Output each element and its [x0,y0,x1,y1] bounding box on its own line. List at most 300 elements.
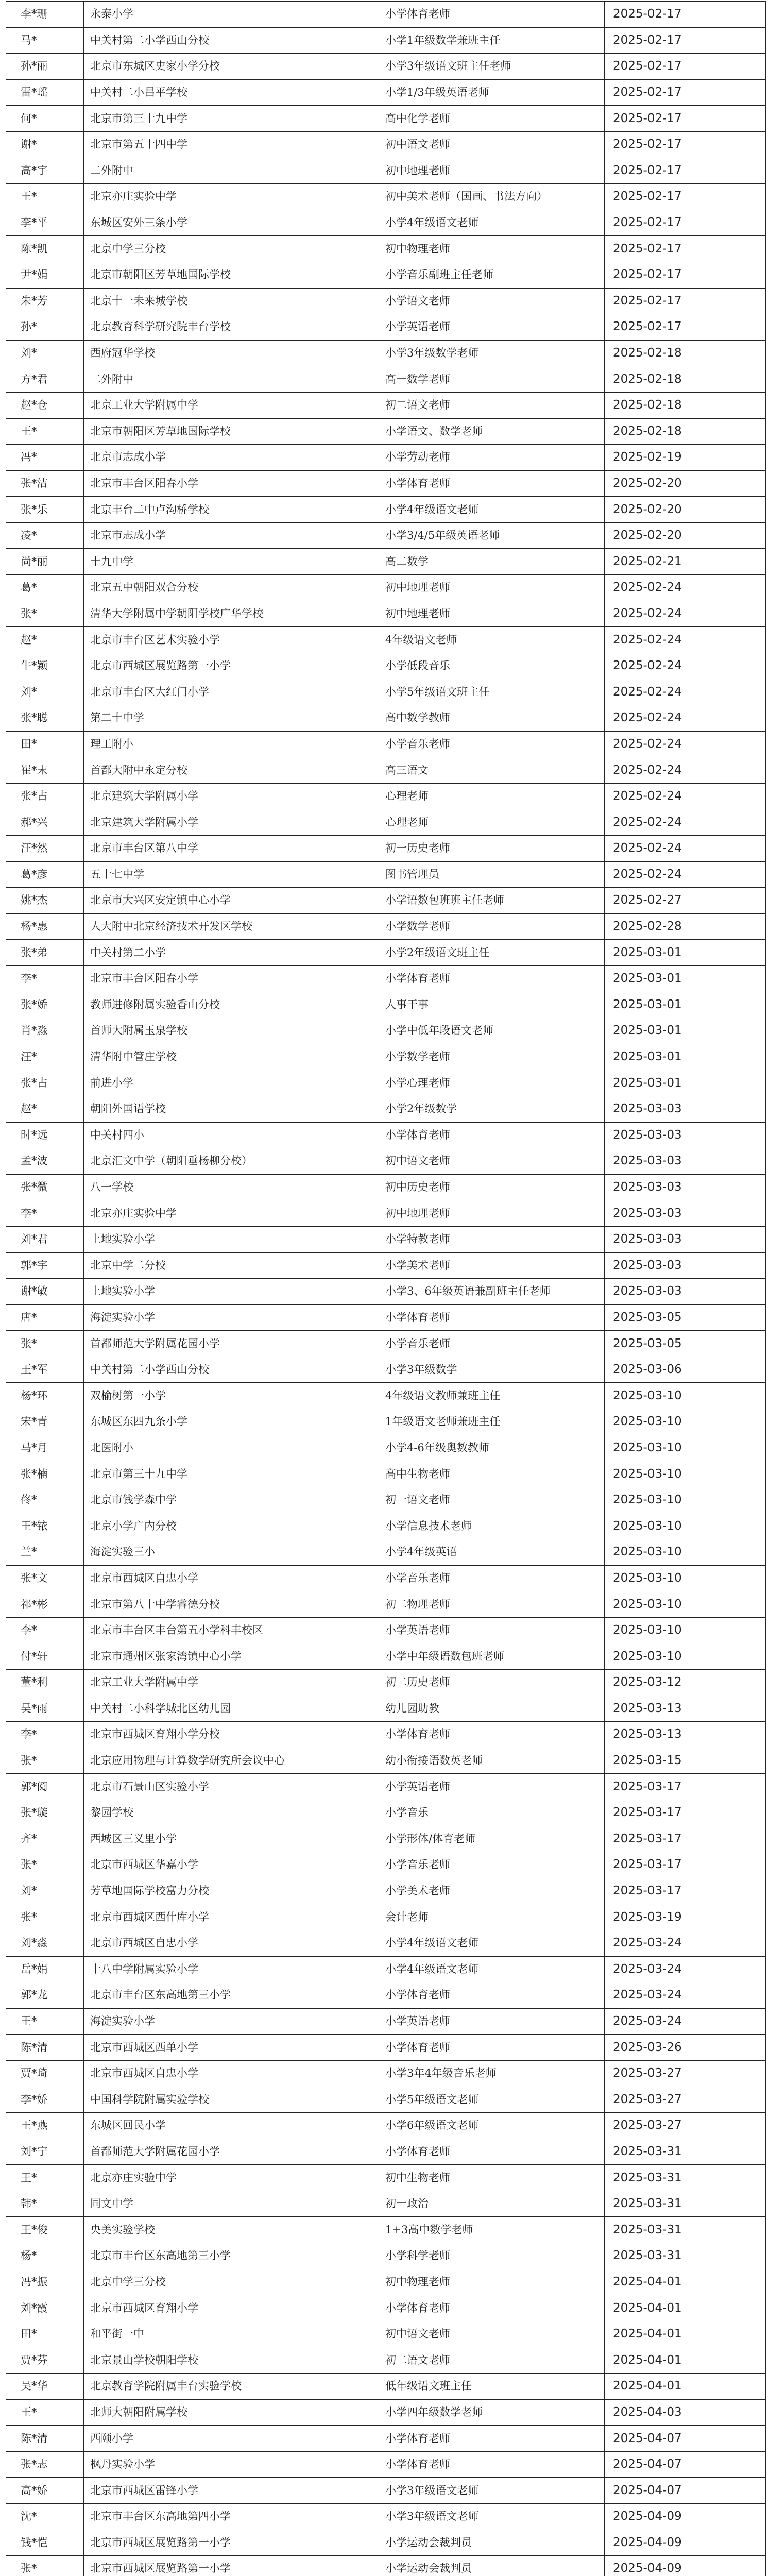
teacher-name-cell: 张* [6,1904,84,1930]
position-cell: 小学4年级语文老师 [379,210,605,236]
school-cell: 永泰小学 [84,2,379,28]
teacher-name-cell: 马*月 [6,1435,84,1461]
teacher-name-cell: 王* [6,184,84,210]
table-row [6,2504,766,2530]
school-cell: 海淀实验小学 [84,1304,379,1331]
table-row [6,1409,766,1435]
table-row [6,1252,766,1279]
position-cell: 小学1/3年级英语老师 [379,79,605,106]
table-body [6,2,766,2576]
position-cell: 小学英语老师 [379,1774,605,1800]
date-cell: 2025-03-31 [605,2165,766,2191]
teacher-name-cell: 王*铱 [6,1513,84,1539]
date-cell: 2025-03-10 [605,1643,766,1670]
position-cell: 小学音乐老师 [379,731,605,757]
table-row [6,965,766,992]
teacher-name-cell: 张*楠 [6,1461,84,1487]
date-cell: 2025-03-17 [605,1852,766,1878]
table-row [6,705,766,732]
teacher-name-cell: 杨*惠 [6,913,84,940]
position-cell: 1年级语文老师兼班主任 [379,1409,605,1435]
teacher-name-cell: 佟* [6,1487,84,1513]
table-row [6,2008,766,2035]
date-cell: 2025-02-24 [605,705,766,732]
teacher-name-cell: 张*占 [6,1070,84,1096]
school-cell: 北京市西城区自忠小学 [84,1565,379,1591]
school-cell: 中关村第二小学西山分校 [84,1357,379,1383]
teacher-name-cell: 刘*君 [6,1226,84,1252]
table-row [6,340,766,366]
teacher-name-cell: 刘*宁 [6,2139,84,2165]
table-row [6,497,766,523]
table-row [6,1539,766,1566]
school-cell: 北师大朝阳附属学校 [84,2399,379,2426]
date-cell: 2025-02-17 [605,54,766,80]
table-row [6,1565,766,1591]
position-cell: 人事干事 [379,992,605,1018]
date-cell: 2025-02-20 [605,497,766,523]
table-row [6,2060,766,2087]
school-cell: 中关村第二小学 [84,940,379,966]
table-row [6,679,766,705]
teacher-name-cell: 郭*龙 [6,1982,84,2009]
date-cell: 2025-03-03 [605,1122,766,1148]
teacher-name-cell: 刘*淼 [6,1930,84,1956]
date-cell: 2025-03-01 [605,1070,766,1096]
date-cell: 2025-02-24 [605,653,766,679]
date-cell: 2025-03-10 [605,1539,766,1566]
date-cell: 2025-02-24 [605,601,766,627]
table-row [6,1826,766,1852]
date-cell: 2025-02-24 [605,731,766,757]
position-cell: 小学语文、数学老师 [379,418,605,445]
date-cell: 2025-02-17 [605,314,766,341]
table-row [6,1748,766,1774]
teacher-name-cell: 谢* [6,131,84,158]
date-cell: 2025-03-01 [605,992,766,1018]
school-cell: 北京教育学院附属丰台实验学校 [84,2374,379,2400]
school-cell: 北京市丰台区东高地第四小学 [84,2504,379,2530]
teacher-name-cell: 王* [6,2008,84,2035]
table-row [6,1722,766,1748]
school-cell: 双榆树第一小学 [84,1383,379,1409]
school-cell: 中国科学院附属实验学校 [84,2087,379,2113]
position-cell: 初二语文老师 [379,392,605,418]
date-cell: 2025-02-19 [605,445,766,471]
position-cell: 小学英语老师 [379,314,605,341]
position-cell: 小学形体/体育老师 [379,1826,605,1852]
teacher-name-cell: 岳*娟 [6,1956,84,1982]
teacher-name-cell: 何* [6,106,84,132]
position-cell: 初中语文老师 [379,131,605,158]
date-cell: 2025-03-24 [605,1930,766,1956]
teacher-name-cell: 方*君 [6,366,84,393]
school-cell: 北京市大兴区安定镇中心小学 [84,888,379,914]
date-cell: 2025-03-10 [605,1591,766,1618]
school-cell: 八一学校 [84,1174,379,1200]
table-row [6,2451,766,2478]
position-cell: 初一历史老师 [379,836,605,862]
date-cell: 2025-03-10 [605,1409,766,1435]
teacher-name-cell: 陈*清 [6,2426,84,2452]
date-cell: 2025-02-24 [605,783,766,809]
teacher-name-cell: 张* [6,1748,84,1774]
date-cell: 2025-02-17 [605,158,766,184]
table-row [6,992,766,1018]
table-row [6,1122,766,1148]
position-cell: 小学3/4/5年级英语老师 [379,522,605,549]
teacher-name-cell: 赵* [6,1096,84,1122]
teacher-name-cell: 王* [6,2165,84,2191]
position-cell: 小学6年级语文老师 [379,2113,605,2139]
date-cell: 2025-03-13 [605,1696,766,1722]
table-row [6,1304,766,1331]
date-cell: 2025-03-17 [605,1826,766,1852]
teacher-name-cell: 凌* [6,522,84,549]
school-cell: 首都大附中永定分校 [84,757,379,784]
date-cell: 2025-03-01 [605,1044,766,1070]
school-cell: 北京市西城区展览路第一小学 [84,2530,379,2556]
teacher-name-cell: 张*璇 [6,1800,84,1826]
table-row [6,2347,766,2374]
date-cell: 2025-04-07 [605,2426,766,2452]
position-cell: 小学体育老师 [379,2035,605,2061]
teacher-name-cell: 尚*丽 [6,549,84,575]
school-cell: 北京市志成小学 [84,522,379,549]
teacher-name-cell: 张* [6,2556,84,2576]
school-cell: 北京亦庄实验中学 [84,184,379,210]
date-cell: 2025-03-17 [605,1774,766,1800]
school-cell: 北京市石景山区实验小学 [84,1774,379,1800]
teacher-name-cell: 孙*丽 [6,54,84,80]
date-cell: 2025-03-15 [605,1748,766,1774]
date-cell: 2025-02-20 [605,522,766,549]
table-row [6,392,766,418]
school-cell: 前进小学 [84,1070,379,1096]
position-cell: 初中语文老师 [379,2321,605,2347]
school-cell: 上地实验小学 [84,1226,379,1252]
date-cell: 2025-03-17 [605,1878,766,1904]
date-cell: 2025-02-17 [605,131,766,158]
school-cell: 北京亦庄实验中学 [84,1200,379,1227]
position-cell: 小学4年级语文老师 [379,497,605,523]
school-cell: 北京亦庄实验中学 [84,2165,379,2191]
position-cell: 幼儿园助教 [379,1696,605,1722]
school-cell: 和平街一中 [84,2321,379,2347]
position-cell: 低年级语文班主任 [379,2374,605,2400]
position-cell: 小学四年级数学老师 [379,2399,605,2426]
school-cell: 芳草地国际学校富力分校 [84,1878,379,1904]
table-row [6,1044,766,1070]
position-cell: 小学体育老师 [379,1122,605,1148]
position-cell: 小学5年级语文班主任 [379,679,605,705]
teacher-name-cell: 贾*琦 [6,2060,84,2087]
teacher-name-cell: 韩* [6,2191,84,2217]
date-cell: 2025-03-26 [605,2035,766,2061]
date-cell: 2025-04-01 [605,2374,766,2400]
table-row [6,940,766,966]
teacher-name-cell: 张*聪 [6,705,84,732]
school-cell: 中关村第二小学西山分校 [84,27,379,54]
teacher-name-cell: 王*俊 [6,2217,84,2243]
date-cell: 2025-03-24 [605,1956,766,1982]
teacher-name-cell: 陈*清 [6,2035,84,2061]
position-cell: 小学3年级数学老师 [379,340,605,366]
teacher-name-cell: 李* [6,1722,84,1748]
table-row [6,158,766,184]
teacher-name-cell: 郝*兴 [6,809,84,836]
position-cell: 高中数学教师 [379,705,605,732]
school-cell: 首都师范大学附属花园小学 [84,2139,379,2165]
teacher-name-cell: 李* [6,965,84,992]
position-cell: 1+3高中数学老师 [379,2217,605,2243]
position-cell: 小学体育老师 [379,470,605,497]
table-row [6,1982,766,2009]
date-cell: 2025-02-17 [605,288,766,314]
position-cell: 小学语文老师 [379,288,605,314]
placement-records-table [6,1,766,2576]
date-cell: 2025-03-10 [605,1435,766,1461]
date-cell: 2025-03-03 [605,1096,766,1122]
teacher-name-cell: 时*远 [6,1122,84,1148]
school-cell: 北京市西城区雷锋小学 [84,2478,379,2504]
school-cell: 北京市西城区展览路第一小学 [84,2556,379,2576]
teacher-name-cell: 郭*宇 [6,1252,84,1279]
teacher-name-cell: 汪* [6,1044,84,1070]
teacher-name-cell: 王* [6,2399,84,2426]
date-cell: 2025-04-01 [605,2347,766,2374]
date-cell: 2025-04-09 [605,2530,766,2556]
teacher-name-cell: 葛* [6,575,84,601]
position-cell: 初中地理老师 [379,601,605,627]
table-row [6,366,766,393]
table-row [6,288,766,314]
teacher-name-cell: 王* [6,418,84,445]
school-cell: 西城区三义里小学 [84,1826,379,1852]
teacher-name-cell: 陈*凯 [6,236,84,262]
date-cell: 2025-02-17 [605,184,766,210]
school-cell: 黎园学校 [84,1800,379,1826]
teacher-name-cell: 张* [6,1331,84,1357]
teacher-name-cell: 谢*敏 [6,1279,84,1305]
position-cell: 图书管理员 [379,861,605,888]
teacher-name-cell: 李* [6,1200,84,1227]
table-row [6,79,766,106]
teacher-name-cell: 牛*颖 [6,653,84,679]
table-row [6,2,766,28]
date-cell: 2025-03-10 [605,1383,766,1409]
teacher-name-cell: 李*平 [6,210,84,236]
school-cell: 北京市东城区史家小学分校 [84,54,379,80]
position-cell: 高二数学 [379,549,605,575]
teacher-name-cell: 张*娇 [6,992,84,1018]
teacher-name-cell: 李*娇 [6,2087,84,2113]
date-cell: 2025-03-01 [605,1018,766,1044]
position-cell: 初一语文老师 [379,1487,605,1513]
school-cell: 中关村二小昌平学校 [84,79,379,106]
date-cell: 2025-03-05 [605,1331,766,1357]
position-cell: 小学低段音乐 [379,653,605,679]
school-cell: 北京汇文中学（朝阳垂杨柳分校） [84,1148,379,1175]
position-cell: 小学音乐老师 [379,1565,605,1591]
position-cell: 小学3年级数学 [379,1357,605,1383]
position-cell: 初二语文老师 [379,2347,605,2374]
position-cell: 小学体育老师 [379,1304,605,1331]
position-cell: 小学2年级数学 [379,1096,605,1122]
table-row [6,210,766,236]
position-cell: 小学中年级语数包班老师 [379,1643,605,1670]
table-row [6,575,766,601]
school-cell: 西颐小学 [84,2426,379,2452]
school-cell: 北京市志成小学 [84,445,379,471]
position-cell: 小学3、6年级英语兼副班主任老师 [379,1279,605,1305]
date-cell: 2025-04-03 [605,2399,766,2426]
date-cell: 2025-03-27 [605,2113,766,2139]
school-cell: 北京市西城区华嘉小学 [84,1852,379,1878]
position-cell: 高一数学老师 [379,366,605,393]
school-cell: 北京小学广内分校 [84,1513,379,1539]
table-row [6,2399,766,2426]
position-cell: 初中物理老师 [379,2269,605,2295]
school-cell: 首都师范大学附属花园小学 [84,1331,379,1357]
teacher-name-cell: 杨* [6,2243,84,2269]
table-row [6,2165,766,2191]
school-cell: 北京市丰台区丰台第五小学科丰校区 [84,1617,379,1643]
teacher-name-cell: 高*宇 [6,158,84,184]
date-cell: 2025-04-07 [605,2478,766,2504]
table-row [6,1096,766,1122]
table-row [6,601,766,627]
school-cell: 清华大学附属中学朝阳学校广华学校 [84,601,379,627]
position-cell: 小学1年级数学兼班主任 [379,27,605,54]
position-cell: 小学体育老师 [379,965,605,992]
date-cell: 2025-02-24 [605,679,766,705]
position-cell: 高中化学老师 [379,106,605,132]
school-cell: 清华附中管庄学校 [84,1044,379,1070]
table-row [6,54,766,80]
date-cell: 2025-02-17 [605,236,766,262]
date-cell: 2025-03-27 [605,2087,766,2113]
date-cell: 2025-02-18 [605,366,766,393]
school-cell: 中关村二小科学城北区幼儿园 [84,1696,379,1722]
table-row [6,445,766,471]
teacher-name-cell: 沈* [6,2504,84,2530]
date-cell: 2025-04-09 [605,2556,766,2576]
school-cell: 上地实验小学 [84,1279,379,1305]
school-cell: 首师大附属玉泉学校 [84,1018,379,1044]
school-cell: 二外附中 [84,366,379,393]
position-cell: 初中地理老师 [379,158,605,184]
school-cell: 北京丰台二中卢沟桥学校 [84,497,379,523]
table-row [6,418,766,445]
school-cell: 同文中学 [84,2191,379,2217]
teacher-name-cell: 刘* [6,340,84,366]
date-cell: 2025-03-12 [605,1670,766,1696]
teacher-name-cell: 吴*雨 [6,1696,84,1722]
school-cell: 北京市西城区展览路第一小学 [84,653,379,679]
teacher-name-cell: 张*弟 [6,940,84,966]
teacher-name-cell: 杨*环 [6,1383,84,1409]
position-cell: 初中生物老师 [379,2165,605,2191]
date-cell: 2025-03-01 [605,940,766,966]
teacher-name-cell: 张*洁 [6,470,84,497]
school-cell: 北京中学三分校 [84,2269,379,2295]
position-cell: 小学3年级语文老师 [379,2504,605,2530]
school-cell: 北京市第三十九中学 [84,1461,379,1487]
date-cell: 2025-02-24 [605,861,766,888]
table-row [6,757,766,784]
table-row [6,2113,766,2139]
position-cell: 4年级语文教师兼班主任 [379,1383,605,1409]
school-cell: 北京景山学校朝阳学校 [84,2347,379,2374]
table-row [6,2530,766,2556]
position-cell: 小学音乐 [379,1800,605,1826]
position-cell: 小学2年级语文班主任 [379,940,605,966]
school-cell: 北京应用物理与计算数学研究所会议中心 [84,1748,379,1774]
teacher-name-cell: 张*乐 [6,497,84,523]
date-cell: 2025-02-24 [605,757,766,784]
school-cell: 北京五中朝阳双合分校 [84,575,379,601]
teacher-name-cell: 郭*阅 [6,1774,84,1800]
table-row [6,2295,766,2321]
table-row [6,2035,766,2061]
table-row [6,861,766,888]
position-cell: 小学英语老师 [379,2008,605,2035]
table-row [6,2243,766,2269]
teacher-name-cell: 钱*恺 [6,2530,84,2556]
position-cell: 4年级语文老师 [379,627,605,653]
teacher-name-cell: 唐* [6,1304,84,1331]
school-cell: 北京教育科学研究院丰台学校 [84,314,379,341]
position-cell: 小学体育老师 [379,2,605,28]
position-cell: 小学音乐老师 [379,1331,605,1357]
position-cell: 小学语数包班班主任老师 [379,888,605,914]
teacher-name-cell: 王*燕 [6,2113,84,2139]
table-row [6,2087,766,2113]
position-cell: 初中地理老师 [379,575,605,601]
table-row [6,1591,766,1618]
teacher-name-cell: 刘* [6,679,84,705]
position-cell: 初中物理老师 [379,236,605,262]
position-cell: 小学心理老师 [379,1070,605,1096]
school-cell: 北京市西城区西单小学 [84,2035,379,2061]
date-cell: 2025-02-24 [605,575,766,601]
table-row [6,1904,766,1930]
teacher-name-cell: 宋*青 [6,1409,84,1435]
position-cell: 小学劳动老师 [379,445,605,471]
table-row [6,1696,766,1722]
school-cell: 北京十一未来城学校 [84,288,379,314]
teacher-name-cell: 张*志 [6,2451,84,2478]
teacher-name-cell: 祁*彬 [6,1591,84,1618]
date-cell: 2025-02-24 [605,809,766,836]
teacher-name-cell: 尹*娟 [6,262,84,288]
school-cell: 北京市西城区西什库小学 [84,1904,379,1930]
table-row [6,1617,766,1643]
school-cell: 北京建筑大学附属小学 [84,783,379,809]
teacher-name-cell: 贾*芬 [6,2347,84,2374]
date-cell: 2025-02-18 [605,418,766,445]
table-row [6,1487,766,1513]
teacher-name-cell: 孟*波 [6,1148,84,1175]
date-cell: 2025-03-31 [605,2243,766,2269]
school-cell: 北京市丰台区东高地第三小学 [84,1982,379,2009]
date-cell: 2025-04-07 [605,2451,766,2478]
table-row [6,2478,766,2504]
school-cell: 北京市西城区育翔小学 [84,2295,379,2321]
teacher-name-cell: 朱*芳 [6,288,84,314]
date-cell: 2025-03-06 [605,1357,766,1383]
